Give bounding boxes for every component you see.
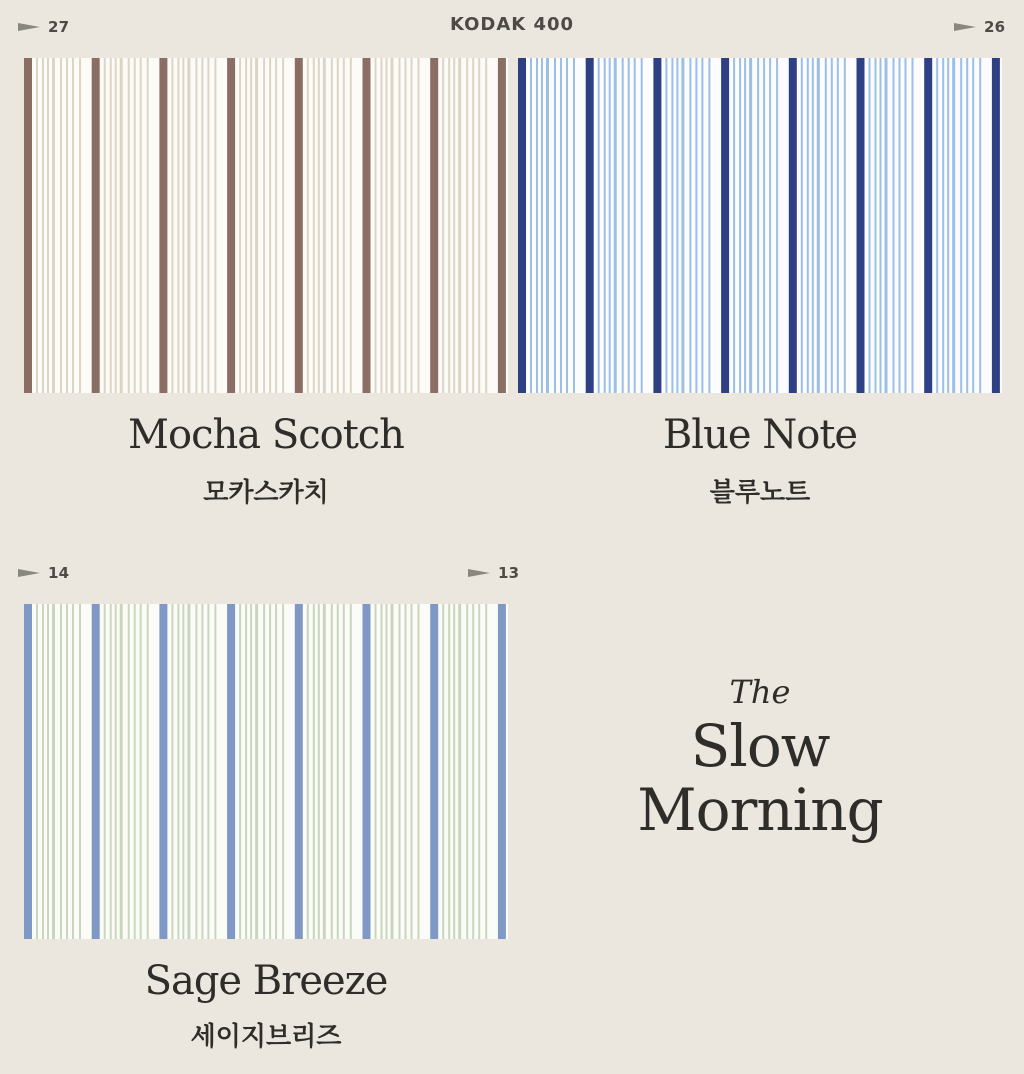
thin-stripe [110, 604, 112, 939]
thin-stripe [769, 58, 771, 393]
thin-stripe [869, 58, 871, 393]
thin-stripe [418, 58, 420, 393]
thin-stripe [885, 58, 888, 393]
thin-stripe [323, 604, 326, 939]
accent-stripe [295, 58, 303, 393]
thin-stripe [665, 58, 667, 393]
frame-number-label: 27 [48, 18, 70, 36]
thin-stripe [399, 604, 401, 939]
film-arrow-icon [954, 21, 976, 33]
thin-stripe [343, 58, 345, 393]
thin-stripe [966, 58, 968, 393]
thin-stripe [42, 58, 44, 393]
thin-stripe [399, 58, 401, 393]
thin-stripe [541, 58, 543, 393]
accent-stripe [430, 604, 438, 939]
swatch-name: Mocha Scotch [128, 412, 404, 458]
thin-stripe [628, 58, 630, 393]
accent-stripe [586, 58, 594, 393]
thin-stripe [128, 58, 130, 393]
thin-stripe [318, 58, 320, 393]
swatch-mocha-scotch [24, 58, 508, 393]
thin-stripe [195, 604, 197, 939]
thin-stripe [386, 58, 388, 393]
thin-stripe [66, 604, 68, 939]
thin-stripe [115, 604, 117, 939]
thin-stripe [831, 58, 833, 393]
thin-stripe [52, 58, 55, 393]
thin-stripe [448, 58, 450, 393]
thin-stripe [120, 604, 123, 939]
headline-the: The [729, 673, 791, 711]
thin-stripe [893, 58, 895, 393]
thin-stripe [807, 58, 809, 393]
thin-stripe [147, 604, 149, 939]
thin-stripe [250, 58, 252, 393]
thin-stripe [79, 604, 81, 939]
thin-stripe [466, 58, 468, 393]
thin-stripe [411, 604, 413, 939]
swatch-sage-breeze [24, 604, 508, 939]
thin-stripe [307, 58, 309, 393]
thin-stripe [466, 604, 468, 939]
accent-stripe [159, 604, 167, 939]
thin-stripe [622, 58, 624, 393]
thin-stripe [899, 58, 901, 393]
accent-stripe [24, 604, 32, 939]
thin-stripe [530, 58, 532, 393]
thin-stripe [343, 604, 345, 939]
thin-stripe [128, 604, 130, 939]
thin-stripe [546, 58, 549, 393]
thin-stripe [72, 604, 74, 939]
accent-stripe [92, 604, 100, 939]
thin-stripe [947, 58, 949, 393]
accent-stripe [721, 58, 729, 393]
thin-stripe [676, 58, 678, 393]
thin-stripe [442, 58, 444, 393]
thin-stripe [757, 58, 759, 393]
thin-stripe [880, 58, 882, 393]
frame-number-label: 14 [48, 564, 70, 582]
thin-stripe [313, 58, 315, 393]
thin-stripe [337, 604, 339, 939]
thin-stripe [201, 604, 203, 939]
accent-stripe [430, 58, 438, 393]
thin-stripe [671, 58, 673, 393]
thin-stripe [453, 604, 455, 939]
accent-stripe [92, 58, 100, 393]
accent-stripe [227, 604, 235, 939]
thin-stripe [207, 58, 209, 393]
thin-stripe [801, 58, 803, 393]
thin-stripe [182, 604, 184, 939]
thin-stripe [331, 604, 333, 939]
thin-stripe [323, 58, 326, 393]
thin-stripe [554, 58, 556, 393]
thin-stripe [844, 58, 846, 393]
thin-stripe [140, 604, 142, 939]
film-stock-title: KODAK 400 [449, 14, 575, 35]
thin-stripe [812, 58, 814, 393]
thin-stripe [442, 604, 444, 939]
thin-stripe [598, 58, 600, 393]
thin-stripe [350, 604, 352, 939]
thin-stripe [269, 604, 271, 939]
thin-stripe [134, 58, 136, 393]
thin-stripe [418, 604, 420, 939]
accent-stripe [924, 58, 932, 393]
accent-stripe [992, 58, 1000, 393]
headline-line-2: Morning [637, 776, 883, 844]
thin-stripe [60, 604, 62, 939]
thin-stripe [147, 58, 149, 393]
thin-stripe [573, 58, 575, 393]
thin-stripe [207, 604, 209, 939]
thin-stripe [448, 604, 450, 939]
thin-stripe [381, 58, 383, 393]
thin-stripe [275, 604, 277, 939]
thin-stripe [825, 58, 827, 393]
thin-stripe [381, 604, 383, 939]
thin-stripe [411, 58, 413, 393]
thin-stripe [60, 58, 62, 393]
thin-stripe [375, 58, 377, 393]
thin-stripe [337, 58, 339, 393]
thin-stripe [245, 604, 247, 939]
thin-stripe [560, 58, 562, 393]
thin-stripe [744, 58, 746, 393]
thin-stripe [972, 58, 974, 393]
thin-stripe [739, 58, 741, 393]
thin-stripe [171, 58, 173, 393]
swatch-name-korean: 세이지브리즈 [190, 1022, 342, 1052]
frame-number-top-right [954, 18, 1005, 36]
thin-stripe [104, 58, 106, 393]
thin-stripe [566, 58, 568, 393]
thin-stripe [195, 58, 197, 393]
accent-stripe [653, 58, 661, 393]
thin-stripe [263, 58, 265, 393]
frame-number-bottom-right [468, 564, 519, 582]
thin-stripe [485, 58, 487, 393]
thin-stripe [701, 58, 703, 393]
thin-stripe [140, 58, 142, 393]
thin-stripe [837, 58, 839, 393]
thin-stripe [42, 604, 44, 939]
thin-stripe [733, 58, 735, 393]
accent-stripe [363, 604, 371, 939]
thin-stripe [979, 58, 981, 393]
thin-stripe [36, 58, 38, 393]
thin-stripe [614, 58, 617, 393]
thin-stripe [47, 58, 49, 393]
thin-stripe [187, 604, 190, 939]
thin-stripe [485, 604, 487, 939]
thin-stripe [307, 604, 309, 939]
film-arrow-icon [18, 567, 40, 579]
thin-stripe [391, 604, 394, 939]
swatch-name: Blue Note [662, 412, 858, 458]
thin-stripe [458, 58, 461, 393]
thin-stripe [36, 604, 38, 939]
thin-stripe [375, 604, 377, 939]
thin-stripe [255, 604, 258, 939]
thin-stripe [536, 58, 538, 393]
thin-stripe [681, 58, 684, 393]
swatch-name-korean: 모카스카치 [203, 478, 329, 508]
thin-stripe [912, 58, 914, 393]
thin-stripe [282, 604, 284, 939]
accent-stripe [498, 604, 506, 939]
thin-stripe [72, 58, 74, 393]
accent-stripe [295, 604, 303, 939]
thin-stripe [66, 58, 68, 393]
accent-stripe [498, 58, 506, 393]
thin-stripe [120, 58, 123, 393]
thin-stripe [604, 58, 606, 393]
thin-stripe [458, 604, 461, 939]
thin-stripe [478, 604, 480, 939]
thin-stripe [331, 58, 333, 393]
thin-stripe [405, 58, 407, 393]
thin-stripe [817, 58, 820, 393]
swatch-name-korean: 블루노트 [709, 478, 811, 508]
thin-stripe [318, 604, 320, 939]
thin-stripe [201, 58, 203, 393]
thin-stripe [214, 58, 216, 393]
thin-stripe [478, 58, 480, 393]
thin-stripe [708, 58, 710, 393]
thin-stripe [875, 58, 877, 393]
thin-stripe [695, 58, 697, 393]
thin-stripe [405, 604, 407, 939]
thin-stripe [177, 58, 179, 393]
swatch-name: Sage Breeze [144, 958, 388, 1004]
thin-stripe [472, 604, 474, 939]
thin-stripe [391, 58, 394, 393]
thin-stripe [250, 604, 252, 939]
thin-stripe [115, 58, 117, 393]
thin-stripe [386, 604, 388, 939]
thin-stripe [641, 58, 643, 393]
headline [620, 670, 900, 842]
thin-stripe [776, 58, 778, 393]
accent-stripe [789, 58, 797, 393]
thin-stripe [453, 58, 455, 393]
thin-stripe [275, 58, 277, 393]
thin-stripe [936, 58, 938, 393]
thin-stripe [749, 58, 752, 393]
thin-stripe [255, 58, 258, 393]
thin-stripe [79, 58, 81, 393]
thin-stripe [214, 604, 216, 939]
film-arrow-icon [468, 567, 490, 579]
thin-stripe [609, 58, 611, 393]
thin-stripe [942, 58, 944, 393]
headline-line-1: Slow [690, 712, 830, 780]
accent-stripe [24, 58, 32, 393]
thin-stripe [905, 58, 907, 393]
thin-stripe [110, 58, 112, 393]
thin-stripe [239, 58, 241, 393]
thin-stripe [472, 58, 474, 393]
accent-stripe [227, 58, 235, 393]
thin-stripe [952, 58, 955, 393]
thin-stripe [245, 58, 247, 393]
thin-stripe [182, 58, 184, 393]
accent-stripe [363, 58, 371, 393]
thin-stripe [47, 604, 49, 939]
thin-stripe [634, 58, 636, 393]
thin-stripe [134, 604, 136, 939]
thin-stripe [187, 58, 190, 393]
thin-stripe [177, 604, 179, 939]
thin-stripe [104, 604, 106, 939]
thin-stripe [763, 58, 765, 393]
thin-stripe [263, 604, 265, 939]
accent-stripe [518, 58, 526, 393]
thin-stripe [282, 58, 284, 393]
thin-stripe [171, 604, 173, 939]
thin-stripe [350, 58, 352, 393]
thin-stripe [239, 604, 241, 939]
thin-stripe [689, 58, 691, 393]
frame-number-bottom-left [18, 564, 69, 582]
thin-stripe [269, 58, 271, 393]
frame-number-label: 13 [498, 564, 520, 582]
accent-stripe [159, 58, 167, 393]
thin-stripe [313, 604, 315, 939]
thin-stripe [960, 58, 962, 393]
accent-stripe [857, 58, 865, 393]
thin-stripe [52, 604, 55, 939]
swatch-blue-note [518, 58, 1002, 393]
frame-number-label: 26 [984, 18, 1006, 36]
